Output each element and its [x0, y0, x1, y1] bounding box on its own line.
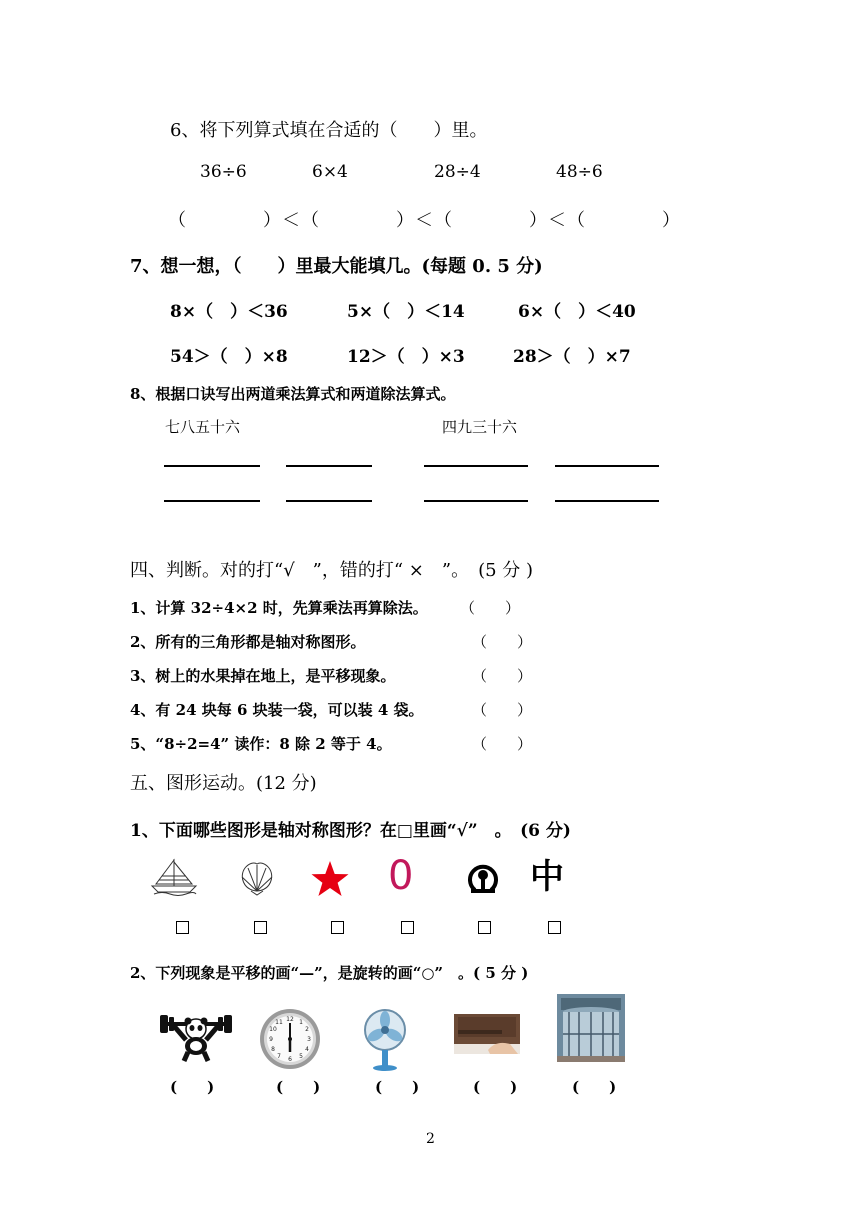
q6-order-blanks[interactable]: （ ）＜（ ）＜（ ）＜（ ） — [168, 210, 681, 231]
judge-paren-5[interactable]: （ ） — [472, 735, 533, 753]
zhong-glyph: 中 — [530, 857, 564, 897]
section4-title: 四、判断。对的打“√ ”，错的打“ × ”。 (5 分 ) — [130, 560, 534, 581]
picture-answer-5[interactable]: ( ) — [572, 1078, 617, 1096]
judge-item-5: 5、“8÷2=4” 读作：8 除 2 等于 4。 — [130, 735, 392, 753]
clock-icon — [258, 1008, 322, 1070]
checkbox-1[interactable] — [176, 921, 189, 934]
svg-text:9: 9 — [269, 1036, 273, 1043]
electric-fan-icon — [362, 1008, 408, 1072]
judge-item-1: 1、计算 32÷4×2 时，先算乘法再算除法。 — [130, 599, 428, 617]
judge-item-3: 3、树上的水果掉在地上，是平移现象。 — [130, 667, 396, 685]
q8-title: 8、根据口诀写出两道乘法算式和两道除法算式。 — [130, 385, 456, 403]
svg-text:5: 5 — [299, 1053, 303, 1060]
q8-right-rhyme: 四九三十六 — [442, 418, 518, 436]
judge-item-2: 2、所有的三角形都是轴对称图形。 — [130, 633, 366, 651]
page-number: 2 — [426, 1131, 435, 1147]
picture-answer-1[interactable]: ( ) — [170, 1078, 215, 1096]
judge-paren-1[interactable]: （ ） — [460, 599, 521, 617]
svg-text:8: 8 — [271, 1046, 275, 1053]
svg-text:3: 3 — [307, 1036, 311, 1043]
weightlifting-panda-icon — [158, 1012, 234, 1062]
sailboat-icon — [150, 856, 198, 896]
q6-expr-1: 36÷6 — [200, 162, 247, 182]
zero-glyph: 0 — [388, 853, 414, 899]
checkbox-4[interactable] — [401, 921, 414, 934]
picture-answer-3[interactable]: ( ) — [375, 1078, 420, 1096]
svg-text:4: 4 — [305, 1046, 309, 1053]
picture-answer-2[interactable]: ( ) — [276, 1078, 321, 1096]
answer-line[interactable] — [424, 500, 528, 502]
q7-title: 7、想一想，（ ）里最大能填几。(每题 0. 5 分) — [130, 256, 543, 277]
star-icon — [310, 860, 350, 898]
q7-item-3[interactable]: 6×（ ）＜40 — [518, 302, 636, 322]
checkbox-2[interactable] — [254, 921, 267, 934]
q6-expr-4: 48÷6 — [556, 162, 603, 182]
checkbox-5[interactable] — [478, 921, 491, 934]
judge-paren-3[interactable]: （ ） — [472, 667, 533, 685]
q7-item-5[interactable]: 12＞（ ）×3 — [347, 347, 465, 367]
answer-line[interactable] — [555, 465, 659, 467]
judge-paren-4[interactable]: （ ） — [472, 701, 533, 719]
judge-paren-2[interactable]: （ ） — [472, 633, 533, 651]
answer-line[interactable] — [286, 500, 372, 502]
answer-line[interactable] — [164, 500, 260, 502]
svg-text:2: 2 — [305, 1026, 309, 1033]
sliding-drawer-icon — [454, 1014, 520, 1054]
q7-item-6[interactable]: 28＞（ ）×7 — [513, 347, 631, 367]
revolving-door-icon — [557, 994, 625, 1062]
checkbox-6[interactable] — [548, 921, 561, 934]
shell-icon — [237, 860, 277, 896]
checkbox-3[interactable] — [331, 921, 344, 934]
answer-line[interactable] — [424, 465, 528, 467]
svg-text:6: 6 — [288, 1056, 292, 1063]
svg-text:1: 1 — [299, 1019, 303, 1026]
q8-left-rhyme: 七八五十六 — [165, 418, 241, 436]
svg-text:12: 12 — [286, 1016, 294, 1023]
q6-title: 6、将下列算式填在合适的（ ）里。 — [170, 120, 488, 141]
svg-text:7: 7 — [277, 1053, 281, 1060]
s5-q2-title: 2、下列现象是平移的画“—”，是旋转的画“○” 。( 5 分 ) — [130, 964, 529, 982]
picture-answer-4[interactable]: ( ) — [473, 1078, 518, 1096]
q7-item-2[interactable]: 5×（ ）＜14 — [347, 302, 465, 322]
answer-line[interactable] — [164, 465, 260, 467]
q7-item-4[interactable]: 54＞（ ）×8 — [170, 347, 288, 367]
q6-expr-3: 28÷4 — [434, 162, 481, 182]
svg-text:10: 10 — [269, 1026, 277, 1033]
q6-expr-2: 6×4 — [312, 162, 348, 182]
answer-line[interactable] — [286, 465, 372, 467]
svg-text:11: 11 — [275, 1019, 283, 1026]
answer-line[interactable] — [555, 500, 659, 502]
s5-q1-title: 1、下面哪些图形是轴对称图形？在□里画“√” 。 (6 分) — [130, 821, 571, 841]
railway-logo-icon — [465, 860, 501, 896]
q7-item-1[interactable]: 8×（ ）＜36 — [170, 302, 288, 322]
section5-title: 五、图形运动。(12 分) — [130, 773, 317, 794]
judge-item-4: 4、有 24 块每 6 块装一袋，可以装 4 袋。 — [130, 701, 424, 719]
